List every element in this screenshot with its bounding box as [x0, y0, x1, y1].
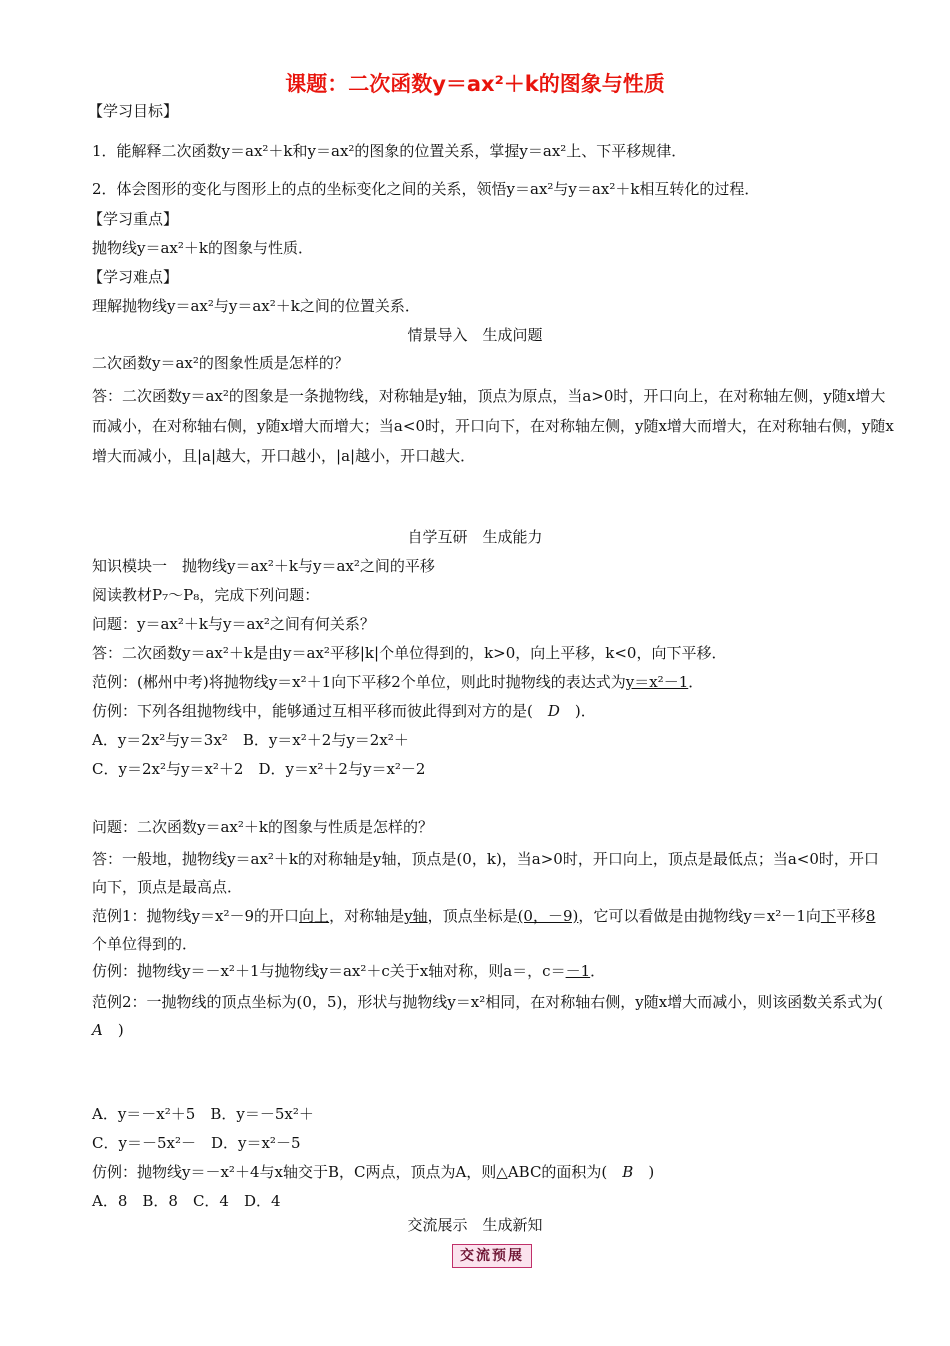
example-1: [92, 671, 703, 693]
example-1-answer: y＝x²－1: [625, 673, 689, 691]
section-heading-1: 情景导入 生成问题: [407, 326, 543, 344]
practice-1-answer: D: [547, 702, 560, 720]
practice-3-text: 仿例：抛物线y＝－x²＋4与x轴交于B，C两点，顶点为A，则△ABC的面积为(: [92, 1163, 623, 1181]
example-2-text-j: 平移: [835, 907, 866, 925]
section-heading-3: 交流展示 生成新知: [407, 1216, 543, 1234]
example-3: [92, 988, 899, 1044]
example-2-text-c: ，对称轴是: [329, 907, 405, 925]
practice-3-end: ): [633, 1163, 655, 1181]
example-3-options-cd: C．y＝－5x²－ D．y＝x²－5: [92, 1134, 301, 1152]
practice-3: [92, 1161, 654, 1183]
question-1: 问题：y＝ax²＋k与y＝ax²之间有何关系？: [92, 615, 375, 633]
goal-heading: 【学习目标】: [88, 102, 179, 120]
practice-3-options: A．8 B．8 C．4 D．4: [92, 1192, 281, 1210]
question-2: 问题：二次函数y＝ax²＋k的图象与性质是怎样的？: [92, 818, 433, 836]
example-2-text-h: 1向: [796, 907, 821, 925]
example-2-answer-axis: y轴: [404, 907, 428, 925]
answer-2: 答：一般地，抛物线y＝ax²＋k的对称轴是y轴，顶点是(0，k)，当a>0时，开口向上，顶点是最低点；当a<0时，开口向下，顶点是最高点．: [92, 850, 879, 896]
section-heading-2: 自学互研 生成能力: [407, 528, 543, 546]
reading-instruction: 阅读教材P₇～P₈，完成下列问题：: [92, 586, 320, 604]
example-3-answer: A: [92, 1021, 103, 1039]
example-2-text-l: 个单位得到的．: [92, 935, 198, 953]
example-2-text-e: ，顶点坐标是: [427, 907, 518, 925]
example-2-answer-opening: 向上: [299, 907, 330, 925]
practice-1: [92, 700, 596, 722]
practice-2: [92, 960, 605, 982]
practice-1-options-cd: C．y＝2x²与y＝x²＋2 D．y＝x²＋2与y＝x²－2: [92, 760, 426, 778]
example-2-answer-units: 8: [865, 907, 876, 925]
practice-2-end: ．: [590, 962, 606, 980]
practice-2-text: 仿例：抛物线y＝－x²＋1与抛物线y＝ax²＋c关于x轴对称，则a＝，c＝: [92, 962, 566, 980]
exchange-preview-stamp: 交流预展: [452, 1244, 532, 1268]
example-1-end: ．: [688, 673, 704, 691]
goal-2: 2．体会图形的变化与图形上的点的坐标变化之间的关系，领悟y＝ax²与y＝ax²＋k相互转化的过程．: [92, 180, 760, 198]
answer-1: 答：二次函数y＝ax²＋k是由y＝ax²平移|k|个单位得到的，k>0，向上平移，k<0，向下平移．: [92, 644, 727, 662]
question-0: 二次函数y＝ax²的图象性质是怎样的？: [92, 354, 349, 372]
example-2-answer-direction: 下: [820, 907, 836, 925]
difficulty-text: 理解抛物线y＝ax²与y＝ax²＋k之间的位置关系．: [92, 297, 420, 315]
example-3-end: ): [102, 1021, 124, 1039]
key-heading: 【学习重点】: [88, 210, 179, 228]
example-2-text-a: 范例1：抛物线y＝x²－9的开口: [92, 907, 300, 925]
practice-1-options-ab: A．y＝2x²与y＝3x² B．y＝x²＋2与y＝2x²＋: [92, 731, 409, 749]
page-title: 课题：二次函数y＝ax²＋k的图象与性质: [285, 72, 665, 96]
goal-1: 1．能解释二次函数y＝ax²＋k和y＝ax²的图象的位置关系，掌握y＝ax²上、下平移规律．: [92, 142, 687, 160]
example-1-text: 范例：(郴州中考)将抛物线y＝x²＋1向下平移2个单位，则此时抛物线的表达式为: [92, 673, 626, 691]
answer-0: 答：二次函数y＝ax²的图象是一条抛物线，对称轴是y轴，顶点为原点，当a>0时，开口向上，在对称轴左侧，y随x增大而减小，在对称轴右侧，y随x增大而增大；当a<0时，开口向下，在对称轴左侧，y随x增大而增大，在对称轴右侧，y随x增大而减小，且|a|越大，开口越小，|a|越小，开口越大．: [92, 387, 894, 465]
example-3-options-ab: A．y＝－x²＋5 B．y＝－5x²＋: [92, 1105, 314, 1123]
example-2: [92, 902, 887, 958]
practice-1-end: )．: [559, 702, 596, 720]
practice-2-answer: －1: [565, 962, 591, 980]
module-1-heading: 知识模块一 抛物线y＝ax²＋k与y＝ax²之间的平移: [92, 557, 435, 575]
example-2-text-g: ，它可以看做是由抛物线y＝x²－: [578, 907, 797, 925]
difficulty-heading: 【学习难点】: [88, 268, 179, 286]
practice-3-answer: B: [622, 1163, 634, 1181]
key-text: 抛物线y＝ax²＋k的图象与性质．: [92, 239, 313, 257]
practice-1-text: 仿例：下列各组抛物线中，能够通过互相平移而彼此得到对方的是(: [92, 702, 548, 720]
example-3-text: 范例2：一抛物线的顶点坐标为(0，5)，形状与抛物线y＝x²相同，在对称轴右侧，y随x增大而减小，则该函数关系式为(: [92, 993, 899, 1011]
example-2-answer-vertex: (0，－9): [517, 907, 579, 925]
